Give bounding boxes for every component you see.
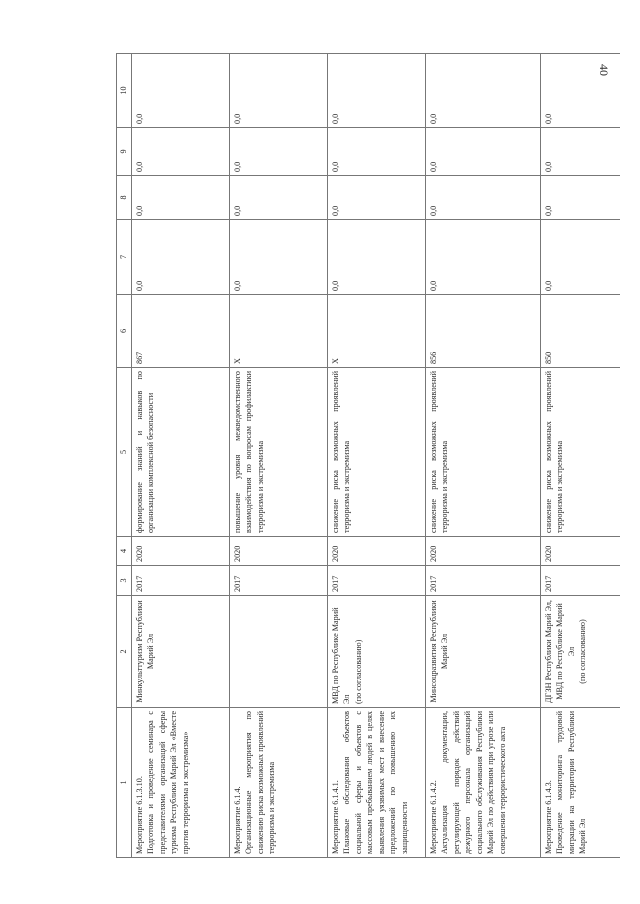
value-col-10-cell: 0,0 [540,54,620,128]
value-col-9-cell: 0,0 [540,128,620,176]
start-year-cell: 2017 [425,566,540,596]
value-col-7-cell: 0,0 [540,220,620,295]
measure-name-cell: Мероприятие 6.1.4.3. Проведение мониторинга трудовой миграции на территории Республики Марий Эл [540,708,620,858]
executor-cell [229,596,327,708]
header-col-7: 7 [117,220,132,295]
header-col-2: 2 [117,596,132,708]
measures-table [116,53,620,858]
table-row [131,54,229,858]
header-col-10: 10 [117,54,132,128]
start-year-cell: 2017 [229,566,327,596]
code-cell: 850 [540,295,620,368]
value-col-9-cell: 0,0 [327,128,425,176]
value-col-8-cell: 0,0 [327,176,425,220]
header-col-6: 6 [117,295,132,368]
header-col-1: 1 [117,708,132,858]
expected-result-cell: снижение риска возможных проявлений терроризма и экстремизма [327,368,425,537]
code-cell: Х [229,295,327,368]
end-year-cell: 2020 [540,537,620,566]
value-col-10-cell: 0,0 [327,54,425,128]
value-col-8-cell: 0,0 [425,176,540,220]
code-cell: 856 [425,295,540,368]
expected-result-cell: формирование знаний и навыков по организации комплексной безопасности [131,368,229,537]
executor-cell: МВД по Республике Марий Эл (по согласованию) [327,596,425,708]
table-row [425,54,540,858]
expected-result-cell: снижение риска возможных проявлений терроризма и экстремизма [540,368,620,537]
start-year-cell: 2017 [327,566,425,596]
value-col-9-cell: 0,0 [425,128,540,176]
measure-name-cell: Мероприятие 6.1.4.2. Актуализация документации, регулирующей порядок действий дежурного персонала организаций социального обслуживания Республики Марий Эл по действиям при угрозе или совершении террористического акта [425,708,540,858]
value-col-8-cell: 0,0 [540,176,620,220]
page-number: 40 [597,64,611,76]
measure-name-cell: Мероприятие 6.1.4.1. Плановые обследования объектов социальной сферы и объектов с массовым пребыванием людей в целях выявления уязвимых мест и внесение предложений по повышению их защищенности [327,708,425,858]
header-col-9: 9 [117,128,132,176]
value-col-8-cell: 0,0 [131,176,229,220]
table-row [229,54,327,858]
header-col-8: 8 [117,176,132,220]
executor-cell: ДГЗН Республики Марий Эл, МВД по Республике Марий Эл (по согласованию) [540,596,620,708]
value-col-9-cell: 0,0 [131,128,229,176]
start-year-cell: 2017 [540,566,620,596]
value-col-10-cell: 0,0 [229,54,327,128]
value-col-10-cell: 0,0 [131,54,229,128]
executor-cell: Минсоцразвития Республики Марий Эл [425,596,540,708]
end-year-cell: 2020 [425,537,540,566]
measure-name-cell: Мероприятие 6.1.4. Организационные мероприятия по снижению риска возможных проявлений терроризма и экстремизма [229,708,327,858]
expected-result-cell: снижение риска возможных проявлений терроризма и экстремизма [425,368,540,537]
value-col-7-cell: 0,0 [425,220,540,295]
header-col-5: 5 [117,368,132,537]
value-col-10-cell: 0,0 [425,54,540,128]
end-year-cell: 2020 [327,537,425,566]
measure-name-cell: Мероприятие 6.1.3.10. Подготовка и проведение семинара с представителями организаций сферы туризма Республики Марий Эл «Вместе против терроризма и экстремизма» [131,708,229,858]
header-col-3: 3 [117,566,132,596]
value-col-7-cell: 0,0 [327,220,425,295]
end-year-cell: 2020 [229,537,327,566]
start-year-cell: 2017 [131,566,229,596]
code-cell: Х [327,295,425,368]
header-row [117,54,132,858]
value-col-9-cell: 0,0 [229,128,327,176]
expected-result-cell: повышение уровня межведомственного взаимодействия по вопросам профилактики терроризма и экстремизма [229,368,327,537]
header-col-4: 4 [117,537,132,566]
end-year-cell: 2020 [131,537,229,566]
value-col-7-cell: 0,0 [229,220,327,295]
code-cell: 867 [131,295,229,368]
rotated-table-container [116,54,587,858]
executor-cell: Минкульттуризм Республики Марий Эл [131,596,229,708]
value-col-8-cell: 0,0 [229,176,327,220]
table-row [327,54,425,858]
value-col-7-cell: 0,0 [131,220,229,295]
table-row [540,54,620,858]
